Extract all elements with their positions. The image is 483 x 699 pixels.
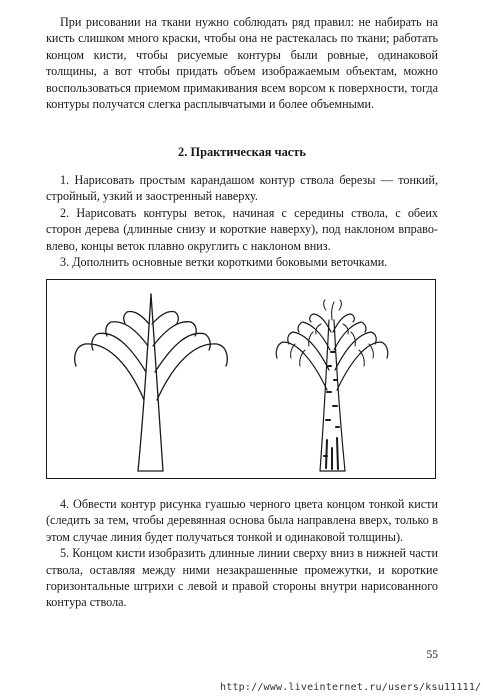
branch-left-3 <box>106 322 148 346</box>
step-5: 5. Концом кисти изобразить длинные линии сверху вниз в нижней части ствола, оставляя между ними незакрашенные промежутки, и короткие горизонтальные штрихи с левой и правой стороны внутри нарисованного контура ствола. <box>46 546 438 610</box>
branch-left-4 <box>124 312 149 325</box>
step-4: 4. Обвести контур рисунка гуашью черного цвета концом тонкой кисти (следить за тем, чтобы деревянная основа была направлена вверх, только в этом случае линия будет получаться тонкой и одинаковой толщины). <box>46 497 438 544</box>
birch-drawing-figure <box>46 279 436 479</box>
page-number: 55 <box>426 649 438 661</box>
trunk2-right-edge <box>334 320 345 471</box>
section-heading: 2. Практическая часть <box>178 145 306 159</box>
watermark-url: http://www.liveinternet.ru/users/ksu11111/ <box>220 682 482 693</box>
step-2: 2. Нарисовать контуры веток, начиная с середины ствола, с обеих сторон дерева (длинные снизу и короткие наверху), под наклоном вправо-влево, концы веток плавно округлить с наклоном вниз. <box>46 205 438 253</box>
birch-outline-left <box>75 294 228 471</box>
steps-after-figure <box>46 496 438 611</box>
birch-painted-right <box>276 300 388 471</box>
trunk-left-edge <box>138 294 151 471</box>
branch2-right-4 <box>333 314 354 332</box>
steps-before-figure <box>46 172 438 270</box>
step-3: 3. Дополнить основные ветки короткими боковыми веточками. <box>60 255 388 270</box>
branch-right-1 <box>157 344 227 400</box>
branch-right-3 <box>153 322 196 346</box>
branch2-right-1 <box>337 342 388 390</box>
step-1: 1. Нарисовать простым карандашом контур ствола березы — тонкий, стройный, узкий и заостренный наверху. <box>46 173 438 204</box>
side-twigs <box>291 300 374 366</box>
branch-right-2 <box>155 333 210 372</box>
branch-left-2 <box>92 333 146 372</box>
birch-illustration <box>47 280 435 478</box>
branch-right-4 <box>152 312 178 325</box>
trunk-right-edge <box>151 294 163 471</box>
intro-paragraph: При рисовании на ткани нужно соблюдать ряд правил: не набирать на кисть слишком много краски, чтобы она не растекалась по ткани; работать концом кисти, чтобы рисуемые контуры были ровные, одинаковой толщины, а вот чтобы придать объем изображаемым объектам, можно воспользоваться приемом примакивания всем ворсом к поверхности, тогда контуры получатся слегка расплывчатыми и более объемными. <box>46 15 438 112</box>
branch-left-1 <box>75 344 144 400</box>
branch2-left-4 <box>310 314 331 332</box>
branch2-left-1 <box>276 342 327 390</box>
